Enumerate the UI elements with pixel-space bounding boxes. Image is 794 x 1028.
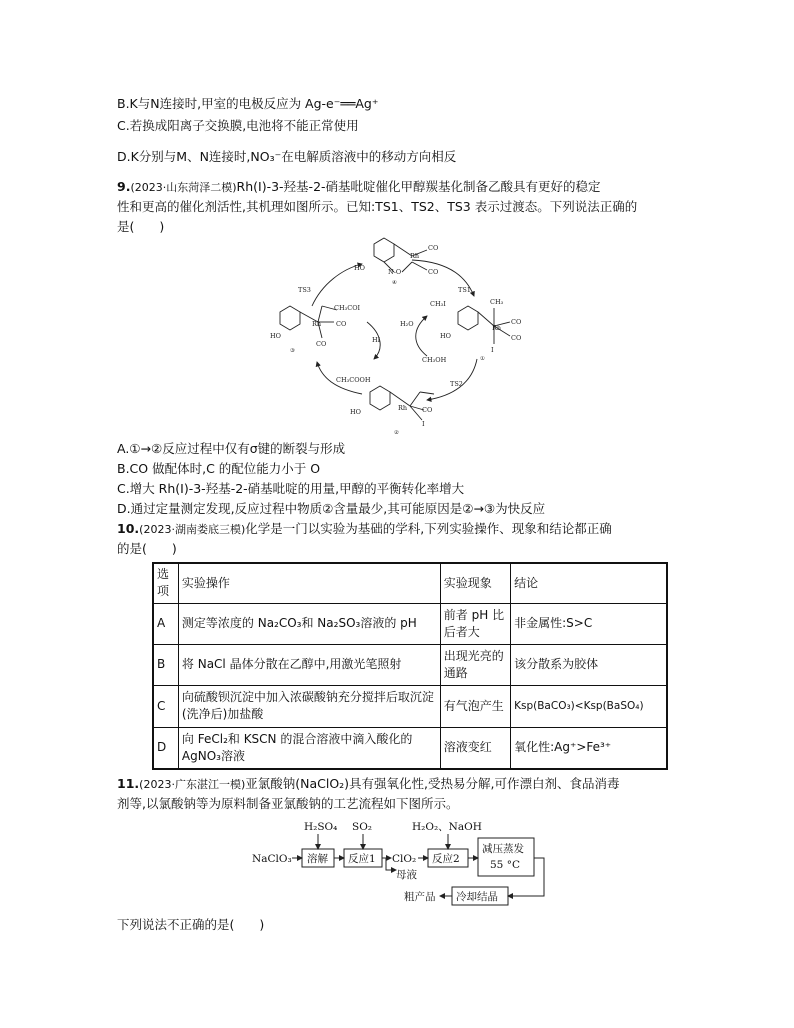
diagram-co-1b: CO [511, 334, 522, 342]
flow-so2: SO₂ [352, 821, 373, 833]
q9-number: 9. [117, 179, 131, 194]
catalytic-cycle-diagram [262, 234, 538, 440]
q10-number: 10. [117, 521, 140, 536]
table-row [153, 727, 667, 769]
table-cell-option: A [153, 603, 178, 644]
diagram-co-4b: CO [428, 268, 439, 276]
diagram-label-4: ④ [392, 280, 397, 286]
table-header-conclusion: 结论 [511, 563, 667, 603]
flow-react1: 反应1 [348, 853, 376, 865]
table-row [153, 644, 667, 685]
diagram-label-3: ③ [290, 348, 295, 354]
flow-cool: 冷却结晶 [456, 891, 498, 903]
table-cell-phenomenon: 有气泡产生 [440, 685, 510, 727]
table-cell-option: C [153, 685, 178, 727]
flow-h2o2-naoh: H₂O₂、NaOH [412, 821, 482, 833]
q8-option-b: B.K与N连接时,甲室的电极反应为 Ag-e⁻══Ag⁺ [117, 96, 379, 111]
diagram-ch3i: CH₃I [430, 300, 446, 308]
table-cell-phenomenon: 溶液变红 [440, 727, 510, 769]
q9-option-a: A.①→②反应过程中仅有σ键的断裂与形成 [117, 441, 346, 456]
flow-clo2: ClO₂ [392, 853, 417, 865]
q10-stem-line2: 的是( ) [117, 541, 177, 556]
q8-option-d: D.K分别与M、N连接时,NO₃⁻在电解质溶液中的移动方向相反 [117, 149, 457, 164]
diagram-ho-1: HO [440, 332, 451, 340]
table-cell-operation: 测定等浓度的 Na₂CO₃和 Na₂SO₃溶液的 pH [178, 603, 440, 644]
table-cell-conclusion: Ksp(BaCO₃)<Ksp(BaSO₄) [511, 685, 667, 727]
diagram-i-2: I [422, 420, 425, 428]
q9-source: (2023·山东菏泽二模) [130, 181, 237, 194]
table-header-phenomenon: 实验现象 [440, 563, 510, 603]
table-header-row [153, 563, 667, 603]
q9-option-b: B.CO 做配体时,C 的配位能力小于 O [117, 461, 321, 476]
flow-evap-line1: 减压蒸发 [482, 843, 524, 855]
table-cell-operation: 将 NaCl 晶体分散在乙醇中,用激光笔照射 [178, 644, 440, 685]
diagram-h2o: H₂O [400, 320, 414, 328]
table-cell-conclusion: 非金属性:S>C [511, 603, 667, 644]
diagram-co-2: CO [422, 406, 433, 414]
table-cell-conclusion: 氧化性:Ag⁺>Fe³⁺ [511, 727, 667, 769]
diagram-ho-2: HO [350, 408, 361, 416]
q9-option-c: C.增大 Rh(I)-3-羟基-2-硝基吡啶的用量,甲醇的平衡转化率增大 [117, 481, 465, 496]
table-cell-operation: 向 FeCl₂和 KSCN 的混合溶液中滴入酸化的 AgNO₃溶液 [178, 727, 440, 769]
diagram-rh-2: Rh [398, 404, 408, 412]
table-header-operation: 实验操作 [178, 563, 440, 603]
q8-option-c: C.若换成阳离子交换膜,电池将不能正常使用 [117, 118, 359, 133]
diagram-ho-4: HO [354, 264, 365, 272]
flow-react2: 反应2 [432, 853, 460, 865]
flow-h2so4: H₂SO₄ [304, 821, 338, 833]
process-flow-diagram [250, 818, 560, 910]
table-cell-conclusion: 该分散系为胶体 [511, 644, 667, 685]
diagram-ts2: TS2 [450, 380, 463, 388]
diagram-ho-3: HO [270, 332, 281, 340]
diagram-rh-4: Rh [410, 252, 420, 260]
table-header-option: 选项 [153, 563, 178, 603]
q9-stem-line2: 性和更高的催化剂活性,其机理如图所示。已知:TS1、TS2、TS3 表示过渡态。下列说法正确的 [117, 199, 638, 214]
q9-option-d: D.通过定量测定发现,反应过程中物质②含量最少,其可能原因是②→③为快反应 [117, 501, 546, 516]
flow-dissolve: 溶解 [307, 853, 328, 865]
table-cell-phenomenon: 出现光亮的通路 [440, 644, 510, 685]
diagram-ch3cooh: CH₃COOH [336, 376, 371, 384]
q9-stem-line1 [117, 178, 601, 197]
table-row [153, 603, 667, 644]
diagram-co-4a: CO [428, 244, 439, 252]
q11-stem-line2: 剂等,以氯酸钠等为原料制备亚氯酸钠的工艺流程如下图所示。 [117, 796, 459, 811]
table-cell-option: B [153, 644, 178, 685]
diagram-no-4: N-O [388, 268, 402, 276]
diagram-co-3b: CO [316, 340, 327, 348]
table-cell-phenomenon: 前者 pH 比后者大 [440, 603, 510, 644]
q10-source: (2023·湖南娄底三模) [139, 523, 246, 536]
q9-stem-line3: 是( ) [117, 219, 165, 234]
diagram-ch3oh: CH₃OH [422, 356, 447, 364]
diagram-ch3coi: CH₃COI [334, 304, 361, 312]
experiment-table [152, 562, 668, 770]
table-cell-operation: 向硫酸钡沉淀中加入浓碳酸钠充分搅拌后取沉淀(洗净后)加盐酸 [178, 685, 440, 727]
q10-stem-text: 化学是一门以实验为基础的学科,下列实验操作、现象和结论都正确 [245, 521, 612, 536]
q11-stem-line1 [117, 775, 620, 794]
table-row [153, 685, 667, 727]
diagram-co-1a: CO [511, 318, 522, 326]
diagram-ts1: TS1 [458, 286, 471, 294]
q11-number: 11. [117, 776, 140, 791]
q11-stem-text: 亚氯酸钠(NaClO₂)具有强氧化性,受热易分解,可作漂白剂、食品消毒 [245, 776, 620, 791]
diagram-label-2: ② [394, 430, 399, 436]
q11-question: 下列说法不正确的是( ) [117, 917, 265, 932]
flow-naclo3: NaClO₃ [252, 853, 292, 865]
flow-evap-line2: 55 °C [490, 859, 520, 871]
flow-crude: 粗产品 [404, 891, 436, 903]
diagram-i-1: I [491, 346, 494, 354]
q11-source: (2023·广东湛江一模) [139, 778, 246, 791]
diagram-rh-1: Rh [492, 324, 502, 332]
q10-stem-line1 [117, 520, 612, 539]
table-cell-option: D [153, 727, 178, 769]
diagram-label-1: ① [480, 356, 485, 362]
q9-stem-text: Rh(I)-3-羟基-2-硝基吡啶催化甲醇羰基化制备乙酸具有更好的稳定 [236, 179, 601, 194]
diagram-ch3-1: CH₃ [490, 298, 504, 306]
diagram-rh-3: Rh [312, 320, 322, 328]
diagram-ts3: TS3 [298, 286, 311, 294]
flow-mother-liquor: 母液 [396, 869, 417, 881]
diagram-hi: HI [372, 336, 381, 344]
diagram-co-3a: CO [336, 320, 347, 328]
